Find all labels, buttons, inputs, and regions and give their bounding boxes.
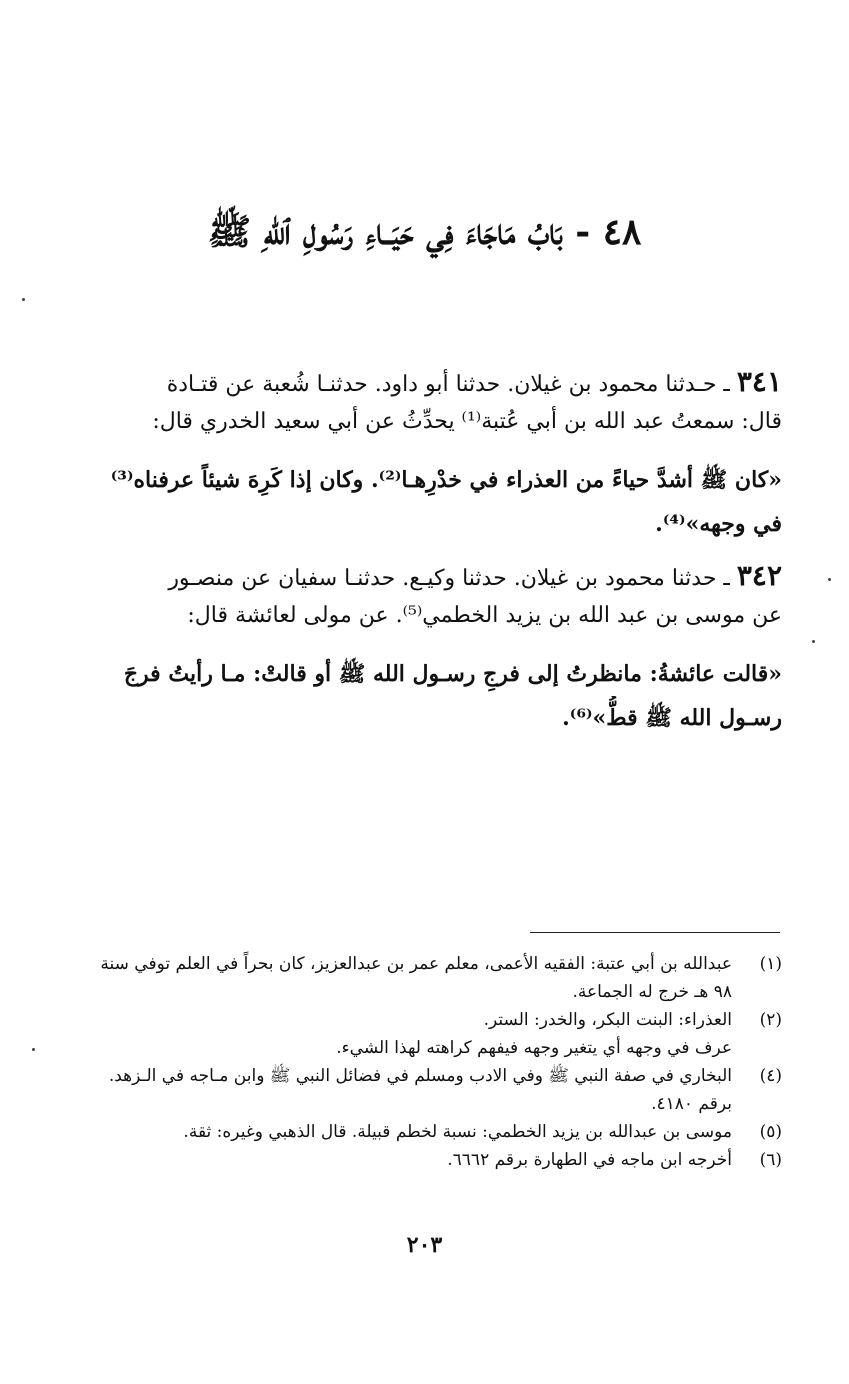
hadith-number: ٣٤١ <box>736 365 782 398</box>
footnote-marker: (٤) <box>759 1066 782 1086</box>
footnote-marker: (٦) <box>759 1150 782 1170</box>
footnote <box>82 1118 782 1146</box>
page-number: ٢٠٣ <box>406 1232 443 1258</box>
footnote-line: عرف في وجهه أي يتغير وجهه فيفهم كراهته لهذا الشيء. <box>336 1038 732 1058</box>
hadith-line: عن موسى بن عبد الله بن يزيد الخطمي⁽⁵⁾. عن مولى لعائشة قال: <box>187 603 782 628</box>
footnote-divider <box>530 932 780 933</box>
footnote-marker: (١) <box>759 954 782 974</box>
scan-speck <box>32 1048 35 1051</box>
footnote-line: موسى بن عبدالله بن يزيد الخطمي: نسبة لخطم قبيلة. قال الذهبي وغيره: ثقة. <box>183 1122 732 1142</box>
footnote-line: العذراء: البنت البكر، والخدر: الستر. <box>483 1010 732 1030</box>
footnote <box>82 1146 782 1174</box>
footnote <box>82 1006 782 1062</box>
footnote-line: أخرجه ابن ماجه في الطهارة برقم ٦٦٦٢. <box>447 1150 732 1170</box>
hadith-number: ٣٤٢ <box>736 559 782 592</box>
scan-speck <box>22 298 25 301</box>
hadith-line: ٣٤٢ ـ حدثنا محمود بن غيلان. حدثنا وكيـع. حدثنـا سفيان عن منصـور <box>168 559 782 592</box>
hadith-line: قال: سمعتُ عبد الله بن أبي عُتبة⁽¹⁾ يحدِّثُ عن أبي سعيد الخدري قال: <box>152 409 782 434</box>
chapter-title: ٤٨ - بَابُ مَاجَاءَ فِي حَيَــاءِ رَسُولِ ٱللّٰهِ ﷺ <box>207 211 642 253</box>
hadith-341-isnad <box>82 362 782 442</box>
footnote-line: البخاري في صفة النبي ﷺ وفي الادب ومسلم في فضائل النبي ﷺ وابن مـاجه في الـزهد. <box>108 1066 732 1086</box>
hadith-342-matn <box>82 652 782 740</box>
footnote <box>82 1062 782 1118</box>
footnote-marker: (٥) <box>759 1122 782 1142</box>
footnotes <box>82 950 782 1174</box>
hadith-line: «كان ﷺ أشدَّ حياءً من العذراء في خدْرِهـا⁽²⁾. وكان إذا كَرِهَ شيئاً عرفناه⁽³⁾ <box>110 467 782 493</box>
hadith-line: ٣٤١ ـ حـدثنا محمود بن غيلان. حدثنا أبو داود. حدثنـا شُعبة عن قتـادة <box>166 365 782 398</box>
hadith-line: رسـول الله ﷺ قطُّ»⁽⁶⁾. <box>562 705 782 731</box>
footnote-line: ٩٨ هـ خرج له الجماعة. <box>572 982 732 1002</box>
scan-speck <box>812 640 815 643</box>
footnote <box>82 950 782 1006</box>
hadith-line: في وجهه»⁽⁴⁾. <box>655 511 782 537</box>
footnote-line: عبدالله بن أبي عتبة: الفقيه الأعمى، معلم عمر بن عبدالعزيز، كان بحراً في العلم توفي سنة <box>100 954 732 974</box>
hadith-341-matn <box>82 458 782 546</box>
footnote-line: برقم ٤١٨٠. <box>651 1094 732 1114</box>
footnote-marker: (٢) <box>759 1010 782 1030</box>
hadith-line: «قالت عائشةُ: مانظرتُ إلى فرجِ رسـول الله ﷺ أو قالتْ: مـا رأيتُ فرجَ <box>123 661 782 687</box>
scan-speck <box>828 578 831 581</box>
hadith-342-isnad <box>82 556 782 636</box>
